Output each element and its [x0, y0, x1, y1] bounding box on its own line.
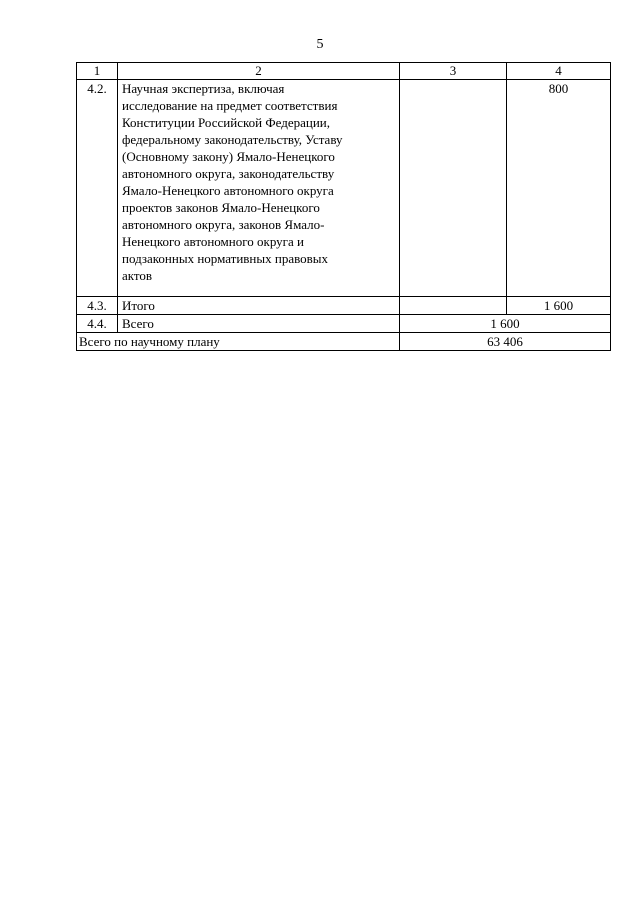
description-line: Ямало-Ненецкого автономного округа: [122, 183, 334, 198]
description-line: (Основному закону) Ямало-Ненецкого: [122, 149, 335, 164]
description-line: Ненецкого автономного округа и: [122, 234, 304, 249]
row-number: 4.2.: [77, 80, 118, 297]
row-description: [118, 80, 400, 297]
col3-cell: [400, 297, 507, 315]
header-cell-1: 1: [77, 63, 118, 80]
table-row-total: [77, 333, 611, 351]
amount-cell: 800: [507, 80, 611, 297]
table-row-4-3: [77, 297, 611, 315]
description-line: актов: [122, 268, 153, 283]
header-cell-3: 3: [400, 63, 507, 80]
page-number: 5: [316, 37, 324, 52]
description-line: исследование на предмет соответствия: [122, 98, 338, 113]
row-description: Всего: [118, 315, 400, 333]
total-amount: 63 406: [400, 333, 611, 351]
row-number: 4.4.: [77, 315, 118, 333]
description-line: автономного округа, законов Ямало-: [122, 217, 325, 232]
table-row-4-4: [77, 315, 611, 333]
total-label: Всего по научному плану: [77, 333, 400, 351]
description-line: Конституции Российской Федерации,: [122, 115, 330, 130]
header-cell-4: 4: [507, 63, 611, 80]
col3-cell: [400, 80, 507, 297]
description-line: проектов законов Ямало-Ненецкого: [122, 200, 320, 215]
row-number: 4.3.: [77, 297, 118, 315]
plan-table: [76, 62, 611, 351]
amount-cell: 1 600: [400, 315, 611, 333]
table-row-4-2: [77, 80, 611, 297]
description-line: подзаконных нормативных правовых: [122, 251, 329, 266]
description-line: федеральному законодательству, Уставу: [122, 132, 343, 147]
description-line: Научная экспертиза, включая: [122, 81, 285, 96]
table-header-row: [77, 63, 611, 80]
amount-cell: 1 600: [507, 297, 611, 315]
header-cell-2: 2: [118, 63, 400, 80]
row-description: Итого: [118, 297, 400, 315]
description-line: автономного округа, законодательству: [122, 166, 335, 181]
